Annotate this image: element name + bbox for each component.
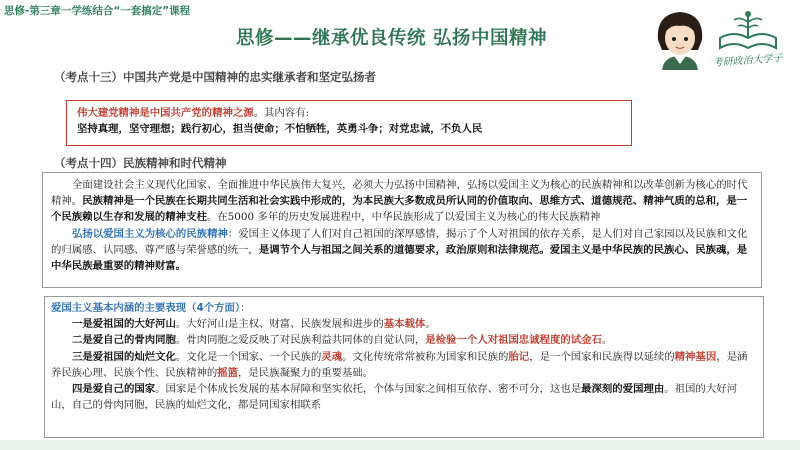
kp14-p1-b: 民族精神是一个民族在长期共同生活和社会实践中形成的，为本民族大多数成员所认同的价值取向、思维方式、道德规范、精神气质的总和，是一个民族赖以生存和发展的精神支柱 — [51, 195, 748, 224]
item-4-text-b: 。祖国的大好河山，自己的骨肉同胞，民族的灿烂文化，都是同国家相联系 — [51, 383, 737, 412]
cartoon-avatar — [648, 6, 712, 70]
kp13-content: 坚持真理，坚守理想；践行初心，担当使命；不怕牺牲，英勇斗争；对党忠诚，不负人民 — [77, 123, 483, 136]
patriotism-item-3 — [51, 349, 757, 381]
kp13-lead-rest: 。其内容有: — [253, 107, 310, 119]
item-3-text-c: ，是一个国家和民族得以延续的 — [529, 350, 675, 363]
patriotism-item-2 — [51, 332, 757, 348]
item-1-red: 基本载体 — [383, 318, 426, 331]
item-4-bold-2: 最深刻的爱国理由 — [581, 383, 665, 396]
kp14-paragraph-2 — [51, 226, 753, 275]
item-3-text-d: ，是涵养民族心理、民族个性、民族精神的 — [51, 350, 748, 379]
patriotism-heading-colon: ： — [240, 302, 251, 314]
patriotism-heading — [51, 300, 757, 316]
item-1-text: 。大好河山是主权、财富、民族发展和进步的 — [175, 318, 384, 331]
patriotism-box — [44, 296, 764, 438]
kp14-p2-b: 是调节个人与祖国之间关系的道德要求，政治原则和法律规范。爱国主义是中华民族的民族心、民族魂，是中华民族最重要的精神财富。 — [51, 243, 748, 273]
kp13-lead-red: 伟大建党精神是中国共产党的精神之源 — [77, 107, 254, 119]
kp13-lead — [77, 105, 621, 121]
item-3-red-1: 灵魂 — [321, 350, 343, 363]
bottom-strip — [0, 440, 800, 450]
logo-text: 考研政治大学子 — [712, 53, 783, 69]
item-1-end: 。 — [425, 318, 436, 331]
item-2-end: 。 — [601, 334, 613, 347]
item-4-bold: 四是爱自己的国家 — [72, 383, 156, 396]
kp14-p2-a: ：爱国主义体现了人们对自己祖国的深厚感情，揭示了个人对祖国的依存关系，是人们对自己家园以及民族和文化的归属感、认同感、尊严感与荣誉感的统一， — [51, 227, 748, 256]
section-heading-kp14: （考点十四）民族精神和时代精神 — [54, 156, 227, 170]
item-3-red-3: 精神基因 — [674, 350, 717, 363]
patriotism-item-4 — [51, 381, 757, 413]
book-tree-icon — [712, 8, 784, 54]
kp14-paragraph-1 — [51, 177, 753, 226]
item-2-red: 是检验一个人对祖国忠诚程度的试金石 — [425, 334, 602, 347]
item-1-bold: 一是爱祖国的大好河山 — [72, 318, 176, 331]
item-4-text-a: 。国家是个体成长发展的基本屏障和坚实依托，个体与国家之间相互依存、密不可分，这也是 — [155, 383, 582, 396]
kp14-p1-a: 全面建设社会主义现代化国家、全面推进中华民族伟大复兴，必须大力弘扬中国精神，弘扬以爱国主义为核心的民族精神和以改革创新为核心的时代精神。 — [51, 179, 748, 208]
kp14-box — [42, 172, 762, 288]
item-3-text-e: ，是民族凝聚力的重要基础。 — [238, 366, 374, 379]
kp14-p1-c: 。在5000 多年的历史发展进程中，中华民族形成了以爱国主义为核心的伟大民族精神 — [206, 211, 601, 224]
kp14-p2-blue: 弘扬以爱国主义为核心的民族精神 — [72, 227, 228, 240]
section-heading-kp13: （考点十三）中国共产党是中国精神的忠实继承者和坚定弘扬者 — [54, 70, 376, 84]
kp13-box — [66, 100, 632, 146]
item-3-bold: 三是爱祖国的灿烂文化 — [72, 350, 176, 363]
course-label: 思修-第三章一学练结合“一套搞定”课程 — [4, 5, 191, 17]
page-title: 思修——继承优良传统 弘扬中国精神 — [236, 28, 547, 49]
item-2-text: 。骨肉同胞之爱反映了对民族利益共同体的自觉认同， — [175, 334, 426, 347]
brand-logo — [712, 8, 784, 72]
item-3-text-a: 。文化是一个国家、一个民族的 — [175, 350, 322, 363]
item-3-red-4: 摇篮 — [217, 366, 239, 379]
item-3-red-2: 胎记 — [508, 350, 530, 363]
item-2-bold: 二是爱自己的骨肉同胞 — [72, 334, 176, 347]
item-3-text-b: 。文化传统常常被称为国家和民族的 — [342, 350, 509, 363]
patriotism-item-1 — [51, 316, 757, 332]
patriotism-heading-text: 爱国主义基本内涵的主要表现（4个方面） — [51, 302, 241, 314]
